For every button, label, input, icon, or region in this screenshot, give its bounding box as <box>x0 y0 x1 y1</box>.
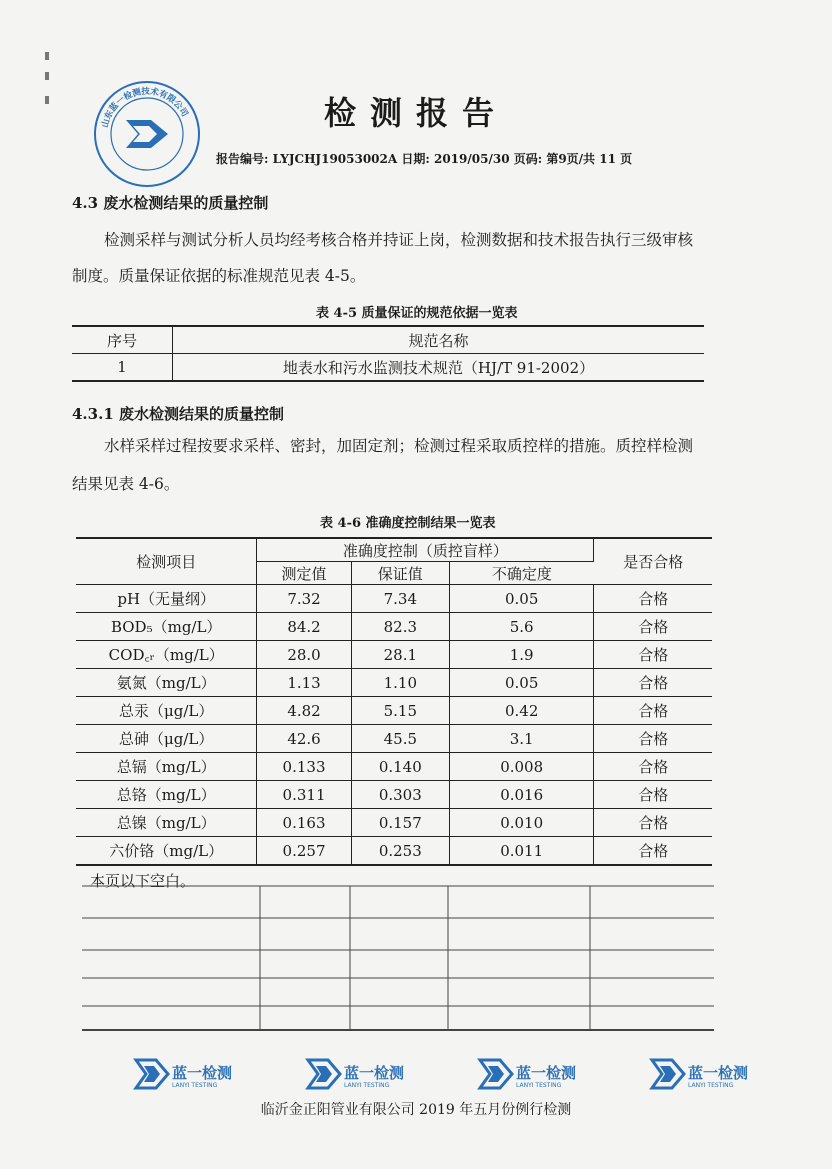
col-header-guaranteed: 保证值 <box>351 562 449 585</box>
table-cell-uncertainty: 0.05 <box>449 585 593 613</box>
report-meta: 报告编号: LYJCHJ19053002A 日期: 2019/05/30 页码: 第9页/共 11 页 <box>216 152 633 166</box>
table-cell-uncertainty: 0.008 <box>449 753 593 781</box>
table-row <box>76 809 712 837</box>
col-header-measured: 测定值 <box>257 562 351 585</box>
table-4-5-caption: 表 4-5 质量保证的规范依据一览表 <box>316 306 518 321</box>
table-4-6 <box>76 537 712 866</box>
section-4-3-paragraph-line1: 检测采样与测试分析人员均经考核合格并持证上岗，检测数据和技术报告执行三级审核 <box>104 231 694 249</box>
table-cell-item: 总汞（μg/L） <box>76 697 257 725</box>
table-cell-guaranteed: 7.34 <box>351 585 449 613</box>
footer-logo-text: 蓝一检测 <box>172 1064 233 1082</box>
col-header-pass: 是否合格 <box>594 538 712 585</box>
footer-logo-text: 蓝一检测 <box>688 1064 749 1082</box>
table-cell-pass: 合格 <box>594 837 712 866</box>
table-header-cell: 规范名称 <box>408 331 469 350</box>
footer-logo-text: 蓝一检测 <box>516 1064 577 1082</box>
table-cell-item: BOD₅（mg/L） <box>76 613 257 641</box>
table-cell-item: 总镉（mg/L） <box>76 753 257 781</box>
margin-mark <box>45 72 49 80</box>
table-row <box>76 641 712 669</box>
svg-text:山东蓝一检测技术有限公司: 山东蓝一检测技术有限公司 <box>100 86 190 129</box>
table-row <box>76 613 712 641</box>
table-cell-item: 氨氮（mg/L） <box>76 669 257 697</box>
table-4-6-caption: 表 4-6 准确度控制结果一览表 <box>320 516 496 531</box>
table-cell-measured: 84.2 <box>257 613 351 641</box>
table-row <box>76 669 712 697</box>
footer-logo-subtext: LANYI TESTING <box>688 1082 734 1089</box>
table-cell-pass: 合格 <box>594 753 712 781</box>
section-4-3-1-heading: 4.3.1 废水检测结果的质量控制 <box>72 405 284 423</box>
footer-logo-subtext: LANYI TESTING <box>344 1082 390 1089</box>
section-4-3-heading: 4.3 废水检测结果的质量控制 <box>72 194 269 212</box>
footer-logo-subtext: LANYI TESTING <box>172 1082 218 1089</box>
col-header-item: 检测项目 <box>76 538 257 585</box>
table-cell-guaranteed: 82.3 <box>351 613 449 641</box>
table-cell-measured: 0.311 <box>257 781 351 809</box>
table-cell-pass: 合格 <box>594 725 712 753</box>
table-cell-guaranteed: 1.10 <box>351 669 449 697</box>
table-4-5 <box>72 325 704 382</box>
table-cell-item: 总镍（mg/L） <box>76 809 257 837</box>
table-cell: 地表水和污水监测技术规范（HJ/T 91-2002） <box>173 354 705 382</box>
table-row <box>76 781 712 809</box>
col-header-uncertainty: 不确定度 <box>449 562 593 585</box>
table-cell-pass: 合格 <box>594 809 712 837</box>
table-cell-guaranteed: 0.253 <box>351 837 449 866</box>
table-cell-item: COD꜀ᵣ（mg/L） <box>76 641 257 669</box>
footer-logo-text: 蓝一检测 <box>344 1064 405 1082</box>
table-cell-guaranteed: 28.1 <box>351 641 449 669</box>
blank-note: 本页以下空白。 <box>90 872 196 890</box>
table-cell-measured: 0.133 <box>257 753 351 781</box>
table-cell-pass: 合格 <box>594 697 712 725</box>
table-cell-measured: 0.163 <box>257 809 351 837</box>
table-header-row <box>76 538 712 562</box>
table-cell-measured: 28.0 <box>257 641 351 669</box>
table-cell-measured: 1.13 <box>257 669 351 697</box>
table-row <box>76 585 712 613</box>
table-cell-pass: 合格 <box>594 641 712 669</box>
table-cell-uncertainty: 1.9 <box>449 641 593 669</box>
table-cell-uncertainty: 0.010 <box>449 809 593 837</box>
table-cell-pass: 合格 <box>594 613 712 641</box>
blank-grid <box>82 862 714 1032</box>
table-row <box>76 837 712 866</box>
table-cell-uncertainty: 5.6 <box>449 613 593 641</box>
table-cell: 1 <box>72 354 173 382</box>
footer-logo-subtext: LANYI TESTING <box>516 1082 562 1089</box>
section-4-3-paragraph-line2: 制度。质量保证依据的标准规范见表 4-5。 <box>72 267 366 285</box>
table-cell-uncertainty: 3.1 <box>449 725 593 753</box>
col-header-group: 准确度控制（质控盲样） <box>257 538 594 562</box>
table-cell-guaranteed: 5.15 <box>351 697 449 725</box>
table-row <box>76 753 712 781</box>
table-cell-measured: 42.6 <box>257 725 351 753</box>
table-header-cell: 序号 <box>72 326 173 354</box>
table-cell-guaranteed: 0.303 <box>351 781 449 809</box>
section-4-3-1-paragraph-line2: 结果见表 4-6。 <box>72 475 180 493</box>
table-row <box>72 354 704 382</box>
table-cell-item: 总铬（mg/L） <box>76 781 257 809</box>
table-cell-item: 总砷（μg/L） <box>76 725 257 753</box>
table-cell-measured: 0.257 <box>257 837 351 866</box>
footer-text: 临沂金正阳管业有限公司 2019 年五月份例行检测 <box>260 1102 572 1118</box>
table-cell-uncertainty: 0.05 <box>449 669 593 697</box>
table-cell-uncertainty: 0.016 <box>449 781 593 809</box>
table-header-row <box>72 326 704 354</box>
table-cell-item: 六价铬（mg/L） <box>76 837 257 866</box>
section-4-3-1-paragraph-line1: 水样采样过程按要求采样、密封，加固定剂；检测过程采取质控样的措施。质控样检测 <box>104 437 694 455</box>
table-cell-uncertainty: 0.011 <box>449 837 593 866</box>
table-cell-uncertainty: 0.42 <box>449 697 593 725</box>
table-row <box>76 725 712 753</box>
margin-mark <box>45 52 49 60</box>
table-cell-measured: 7.32 <box>257 585 351 613</box>
table-cell-pass: 合格 <box>594 669 712 697</box>
table-cell-measured: 4.82 <box>257 697 351 725</box>
table-cell-guaranteed: 45.5 <box>351 725 449 753</box>
table-cell-guaranteed: 0.140 <box>351 753 449 781</box>
page-title: 检测报告 <box>323 94 508 132</box>
table-cell-pass: 合格 <box>594 585 712 613</box>
table-cell-guaranteed: 0.157 <box>351 809 449 837</box>
table-row <box>76 697 712 725</box>
table-cell-item: pH（无量纲） <box>76 585 257 613</box>
table-cell-pass: 合格 <box>594 781 712 809</box>
